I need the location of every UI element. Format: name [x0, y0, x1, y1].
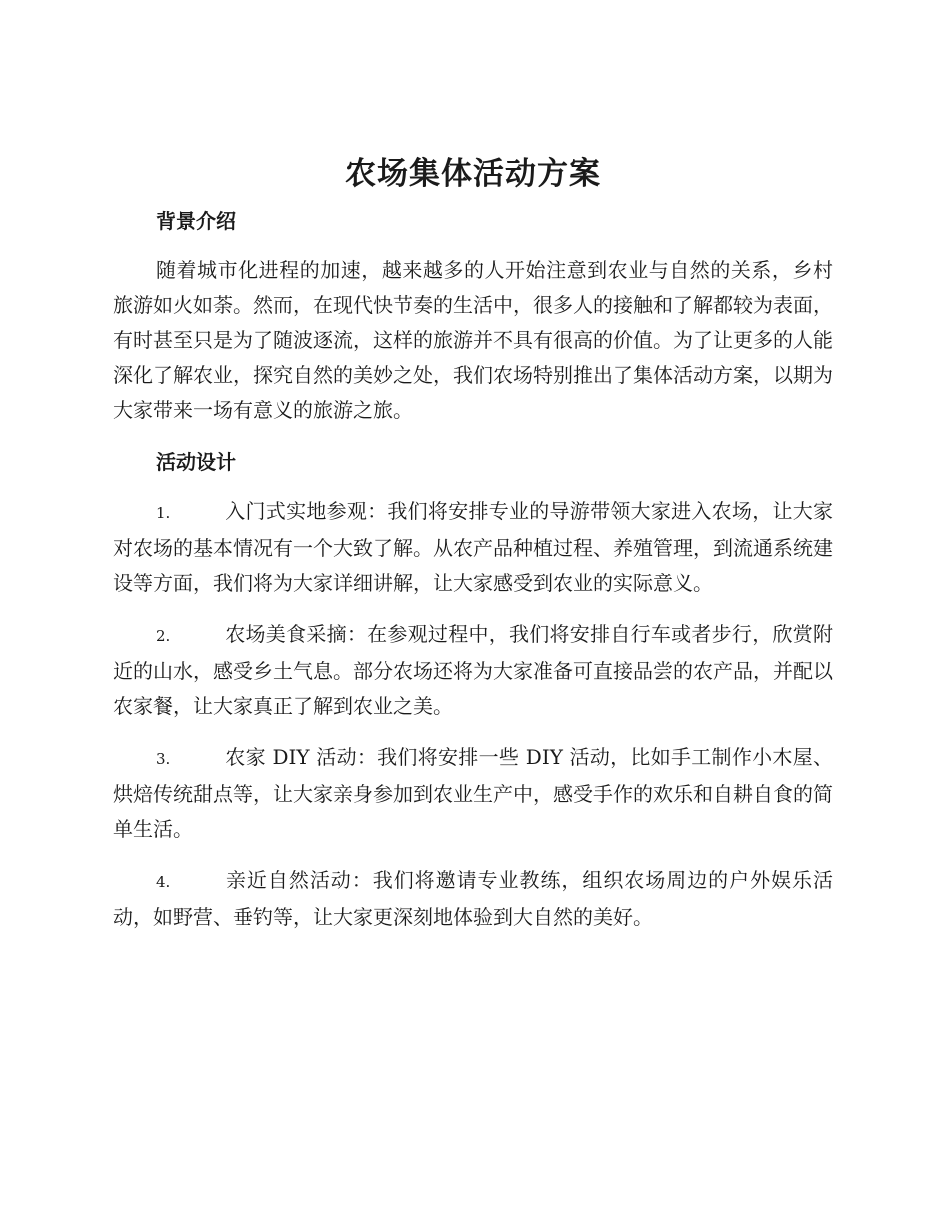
- list-item: [113, 494, 833, 601]
- list-item-text: 农场美食采摘：在参观过程中，我们将安排自行车或者步行，欣赏附近的山水，感受乡土气息。部分农场还将为大家准备可直接品尝的农产品，并配以农家餐，让大家真正了解到农业之美。: [113, 622, 833, 718]
- document-page: [113, 150, 833, 951]
- list-item-number: 3.: [156, 750, 171, 768]
- section-heading-activity-design: 活动设计: [156, 450, 236, 474]
- list-item: [113, 740, 833, 847]
- section-heading-background: 背景介绍: [156, 209, 236, 233]
- list-item-text: 入门式实地参观：我们将安排专业的导游带领大家进入农场，让大家对农场的基本情况有一个大致了解。从农产品种植过程、养殖管理，到流通系统建设等方面，我们将为大家详细讲解，让大家感受到农业的实际意义。: [113, 499, 833, 595]
- background-paragraph: 随着城市化进程的加速，越来越多的人开始注意到农业与自然的关系，乡村旅游如火如荼。然而，在现代快节奏的生活中，很多人的接触和了解都较为表面，有时甚至只是为了随波逐流，这样的旅游并不具有很高的价值。为了让更多的人能深化了解农业，探究自然的美妙之处，我们农场特别推出了集体活动方案，以期为大家带来一场有意义的旅游之旅。: [113, 258, 833, 422]
- list-item-number: 1.: [156, 504, 171, 522]
- document-title: 农场集体活动方案: [345, 156, 601, 192]
- list-item-text: 农家 DIY 活动：我们将安排一些 DIY 活动，比如手工制作小木屋、烘焙传统甜点等，让大家亲身参加到农业生产中，感受手作的欢乐和自耕自食的简单生活。: [113, 745, 833, 841]
- list-item-number: 2.: [156, 627, 171, 645]
- list-item: [113, 617, 833, 724]
- list-item-text: 亲近自然活动：我们将邀请专业教练，组织农场周边的户外娱乐活动，如野营、垂钓等，让大家更深刻地体验到大自然的美好。: [113, 868, 833, 929]
- list-item: [113, 863, 833, 935]
- list-item-number: 4.: [156, 873, 171, 891]
